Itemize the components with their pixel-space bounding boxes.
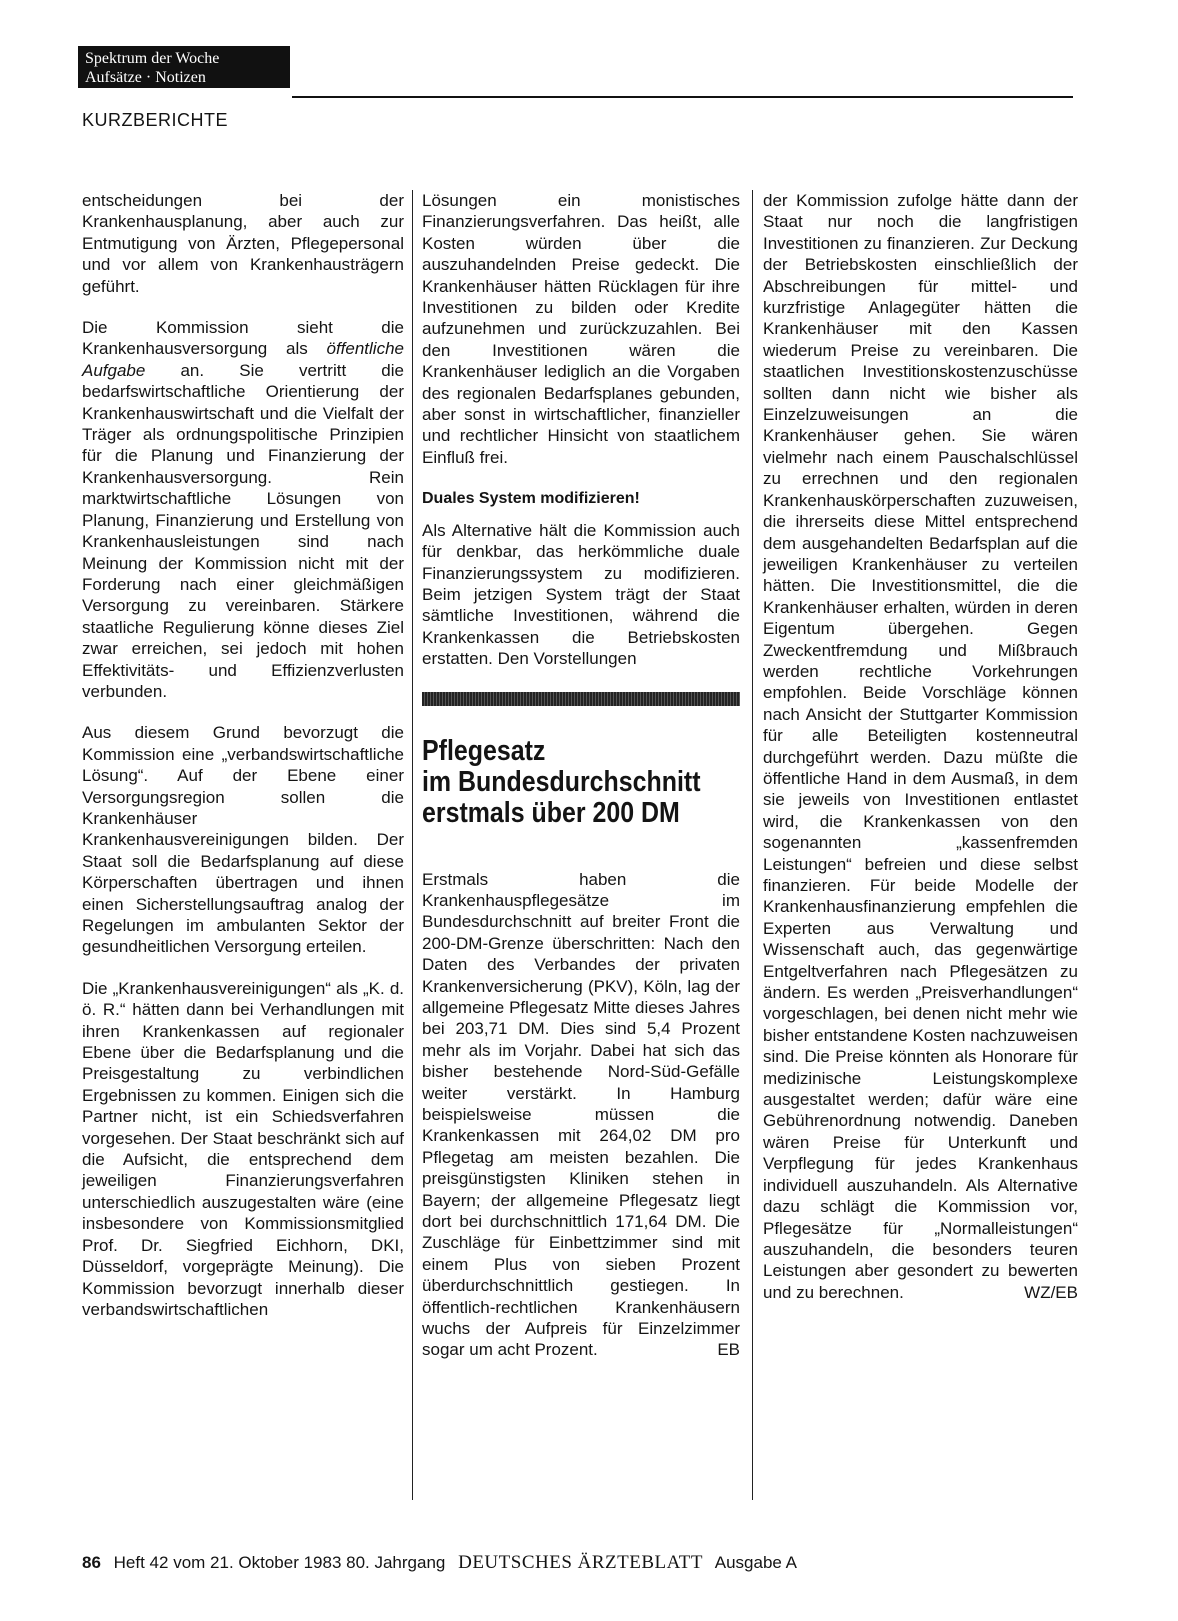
section-line-2: Aufsätze · Notizen	[85, 69, 206, 86]
paragraph: der Kommission zufolge hätte dann der Staat nur noch die langfristigen Investitionen zu finanzieren. Zur Deckung der Betriebskosten einschließlich der Abschreibungen für mittel- und kurzfristige Anlagegüter hätten die Krankenhäuser mit den Kassen wiederum Preise zu vereinbaren. Die staatlichen Investitionskostenzuschüsse sollten dann nicht wie bisher als Einzelzuweisungen an die Krankenhäuser gehen. Sie wären vielmehr nach einem Pauschalschlüssel zu errechnen und den regionalen Krankenhauskörperschaften zuzuweisen, die ihrerseits diese Mittel entsprechend dem ausgehandelten Bedarfsplan auf die jeweiligen Krankenhäuser zu verteilen hätten. Die Investitionsmittel, die die Krankenhäuser erhalten, würden in deren Eigentum übergehen. Gegen Zweckentfremdung und Mißbrauch werden rechtliche Vorkehrungen empfohlen. Beide Vorschläge können nach Ansicht der Stuttgarter Kommission für alle Beteiligten kostenneutral durchgeführt werden. Dazu müßte die öffentliche Hand in dem Ausmaß, in dem sie jeweils von Investitionen entlastet wird, die Krankenkassen von den sogenannten „kassenfremden Leistungen“ befreien und diese selbst finanzieren. Für beide Modelle der Krankenhausfinanzierung empfehlen die Experten aus Verwaltung und Wissenschaft auch, das gegenwärtige Entgeltverfahren nach Pflegesätzen zu ändern. Es werden „Preisverhandlungen“ vorgeschlagen, bei denen nicht mehr wie bisher entstandene Kosten nachzuweisen sind. Die Preise könnten als Honorare für medizinische Leistungskomplexe ausgestaltet werden; dafür wäre eine Gebührenordnung notwendig. Daneben wären Preise für Unterkunft und Verpflegung für jedes Krankenhaus individuell auszuhandeln. Als Alternative dazu schlägt die Kommission vor, Pflegesätze für „Normalleistungen“ auszuhandeln, die besonders teuren Leistungen aber gesondert zu bewerten und zu berechnen. WZ/EB	[763, 191, 1078, 1302]
paragraph: entscheidungen bei der Krankenhausplanung, aber auch zur Entmutigung von Ärzten, Pflegepersonal und vor allem von Krankenhausträgern geführt.	[82, 191, 404, 296]
column-3	[763, 190, 1078, 1303]
subheading: Duales System modifizieren!	[422, 490, 640, 508]
section-label	[78, 46, 290, 88]
column-divider-1	[412, 190, 413, 1500]
page-number: 86	[82, 1553, 101, 1572]
article-headline: Pflegesatz im Bundesdurchschnitt erstmals über 200 DM	[422, 734, 701, 829]
emphasis: öffentliche Aufgabe	[82, 339, 404, 380]
paragraph: Als Alternative hält die Kommission auch für denkbar, das herkömmliche duale Finanzierungssystem zu modifizieren. Beim jetzigen System trägt der Staat sämtliche Investitionen, während die Krankenkassen die Betriebskosten erstatten. Den Vorstellungen	[422, 520, 740, 669]
paragraph: Erstmals haben die Krankenhauspflegesätze im Bundesdurchschnitt auf breiter Front die 200-DM-Grenze überschritten: Nach den Daten des Verbandes der privaten Krankenversicherung (PKV), Köln, lag der allgemeine Pflegesatz Mitte dieses Jahres bei 203,71 DM. Dies sind 5,4 Prozent mehr als im Vorjahr. Dabei hat sich das bisher bestehende Nord-Süd-Gefälle weiter verstärkt. In Hamburg beispielsweise müssen die Krankenkassen mit 264,02 DM pro Pflegetag am meisten bezahlen. Die preisgünstigsten Kliniken stehen in Bayern; der allgemeine Pflegesatz liegt dort bei durchschnittlich 171,64 DM. Die Zuschläge für Einbettzimmer sind mit einem Plus von sieben Prozent überdurchschnittlich gestiegen. In öffentlich-rechtlichen Krankenhäusern wuchs der Aufpreis für Einzelzimmer sogar um acht Prozent. EB	[422, 869, 740, 1360]
header-rule	[292, 96, 1073, 98]
column-2	[422, 190, 740, 1361]
issue-info: Heft 42 vom 21. Oktober 1983 80. Jahrgang	[113, 1553, 446, 1572]
category-label: KURZBERICHTE	[82, 110, 229, 130]
edition: Ausgabe A	[714, 1553, 798, 1572]
paragraph: Die „Krankenhausvereinigungen“ als „K. d. ö. R.“ hätten dann bei Verhandlungen mit ihren Krankenkassen auf regionaler Ebene über die Bedarfsplanung und die Preisgestaltung zu verbindlichen Ergebnissen zu kommen. Einigen sich die Partner nicht, ist ein Schiedsverfahren vorgesehen. Der Staat beschränkt sich auf die Aufsicht, die entsprechend dem jeweiligen Finanzierungsverfahren unterschiedlich auszugestalten wäre (eine insbesondere von Kommissionsmitglied Prof. Dr. Siegfried Eichhorn, DKI, Düsseldorf, vorgeprägte Meinung). Die Kommission bevorzugt innerhalb dieser verbandswirtschaftlichen	[82, 978, 404, 1319]
article-separator-bar	[422, 692, 740, 706]
column-1	[82, 190, 404, 1320]
magazine-name: DEUTSCHES ÄRZTEBLATT	[458, 1552, 703, 1573]
page-footer	[82, 1552, 797, 1574]
paragraph: Aus diesem Grund bevorzugt die Kommission eine „verbandswirtschaftliche Lösung“. Auf der Ebene einer Versorgungsregion sollen die Krankenhäuser Krankenhausvereinigungen bilden. Der Staat soll die Bedarfsplanung auf diese Körperschaften übertragen und ihnen einen Sicherstellungsauftrag analog der Regelungen im ambulanten Sektor der gesundheitlichen Versorgung erteilen.	[82, 723, 404, 957]
paragraph: Die Kommission sieht die Krankenhausversorgung als öffentliche Aufgabe an. Sie vertritt die bedarfswirtschaftliche Orientierung der Krankenhauswirtschaft und die Vielfalt der Träger als ordnungspolitische Prinzipien für die Planung und Finanzierung der Krankenhausversorgung. Rein marktwirtschaftliche Lösungen von Planung, Finanzierung und Erstellung von Krankenhausleistungen sind nach Meinung der Kommission nicht mit der Forderung nach einer gleichmäßigen Versorgung zu vereinbaren. Stärkere staatliche Regulierung könne dieses Ziel zwar erreichen, sei jedoch mit hohen Effektivitäts- und Effizienzverlusten verbunden.	[82, 318, 404, 701]
paragraph: Lösungen ein monistisches Finanzierungsverfahren. Das heißt, alle Kosten würden über die auszuhandelnden Preise gedeckt. Die Krankenhäuser hätten Rücklagen für ihre Investitionen zu bilden oder Kredite aufzunehmen und zurückzuzahlen. Bei den Investitionen wären die Krankenhäuser lediglich an die Vorgaben des regionalen Bedarfsplanes gebunden, aber sonst in wirtschaftlicher, finanzieller und rechtlicher Hinsicht von staatlichem Einfluß frei.	[422, 191, 740, 467]
author-initials: EB	[717, 1340, 740, 1360]
section-line-1: Spektrum der Woche	[85, 50, 220, 67]
column-divider-2	[752, 190, 753, 1500]
author-initials: WZ/EB	[1024, 1282, 1078, 1302]
